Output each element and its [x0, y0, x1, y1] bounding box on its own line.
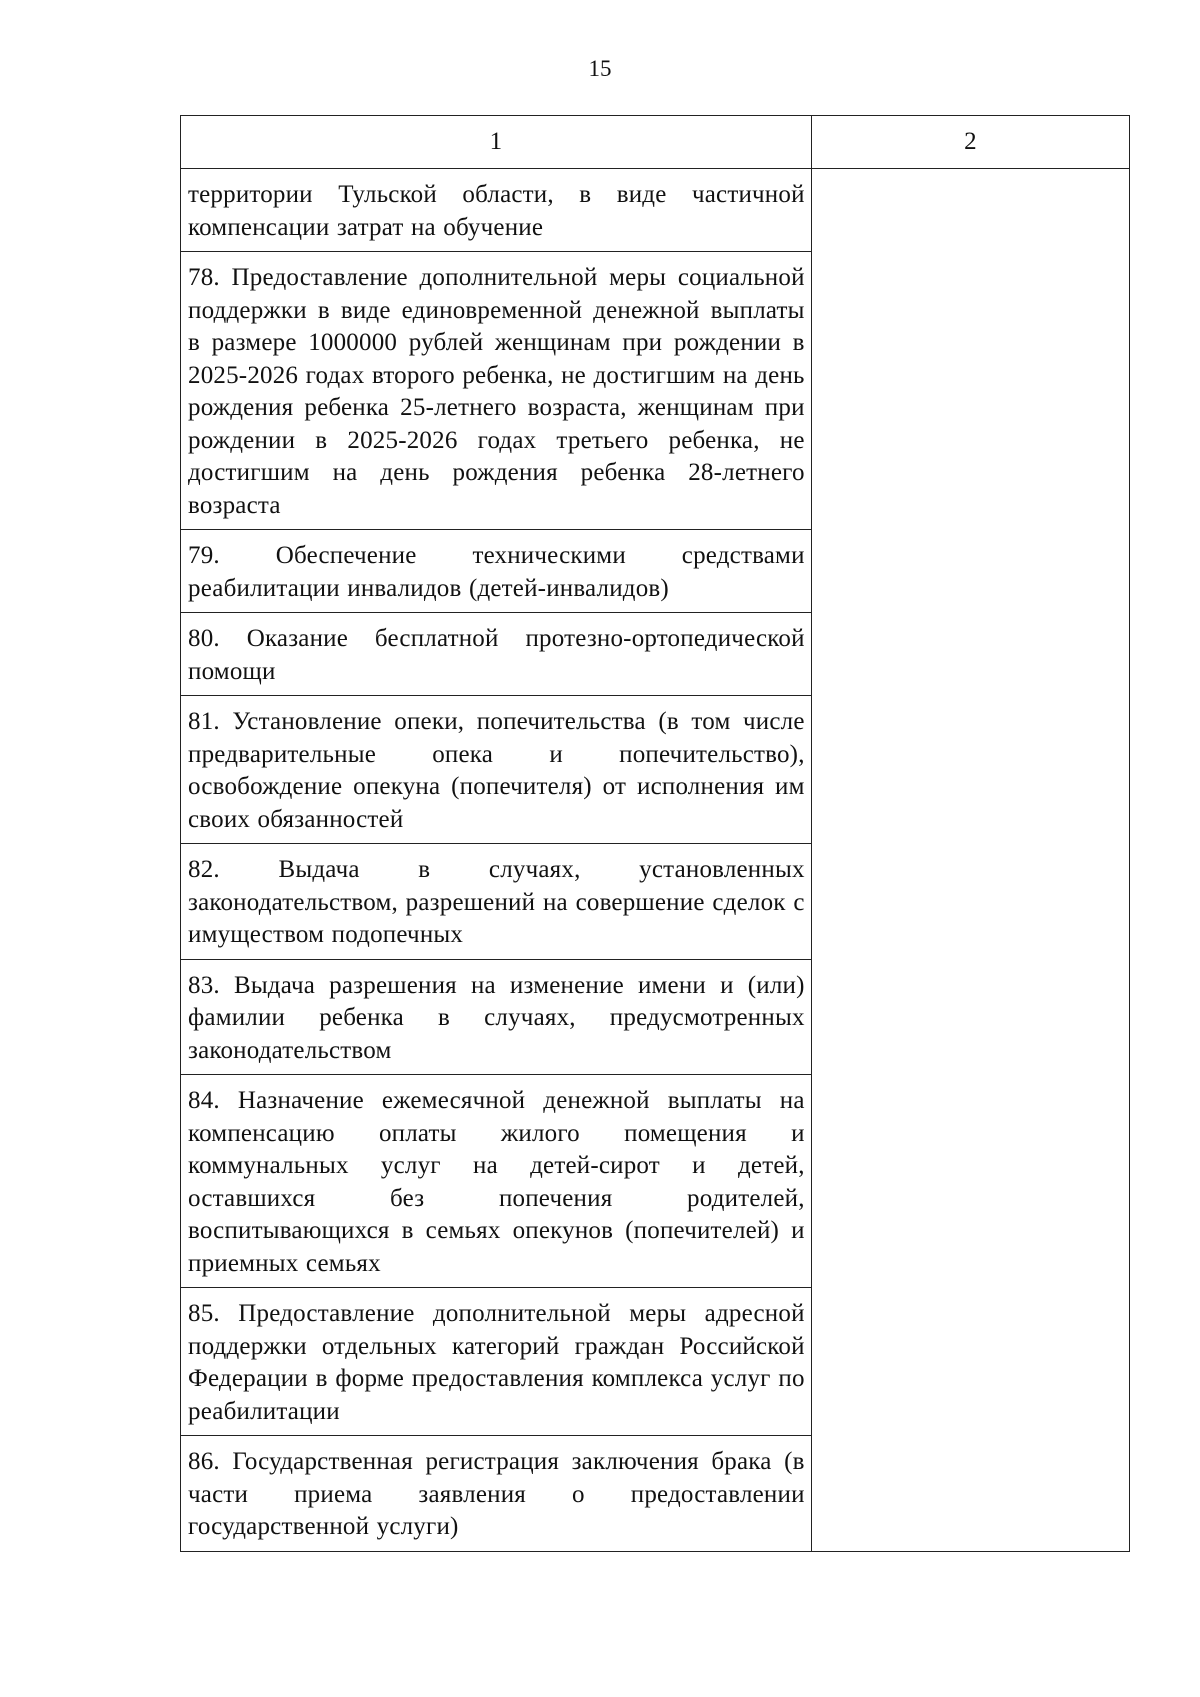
row-cell-82: 82. Выдача в случаях, установленных законодательством, разрешений на совершение сделок с имуществом подопечных: [181, 844, 812, 960]
table-header-row: [181, 116, 1130, 169]
page-number: 15: [588, 56, 612, 81]
column-header-2: 2: [811, 116, 1129, 169]
column-2-cell: [811, 169, 1129, 1552]
row-cell-80: 80. Оказание бесплатной протезно-ортопедической помощи: [181, 613, 812, 696]
table-row: [181, 169, 1130, 252]
row-cell-86: 86. Государственная регистрация заключения брака (в части приема заявления о предоставлении государственной услуги): [181, 1436, 812, 1552]
column-header-1: 1: [181, 116, 812, 169]
row-cell-78: 78. Предоставление дополнительной меры социальной поддержки в виде единовременной денежной выплаты в размере 1000000 рублей женщинам при рождении в 2025-2026 годах второго ребенка, не достигшим на день рождения ребенка 25-летнего возраста, женщинам при рождении в 2025-2026 годах третьего ребенка, не достигшим на день рождения ребенка 28-летнего возраста: [181, 252, 812, 530]
row-cell-continuation: территории Тульской области, в виде частичной компенсации затрат на обучение: [181, 169, 812, 252]
row-cell-85: 85. Предоставление дополнительной меры адресной поддержки отдельных категорий граждан Российской Федерации в форме предоставления комплекса услуг по реабилитации: [181, 1288, 812, 1436]
row-cell-83: 83. Выдача разрешения на изменение имени и (или) фамилии ребенка в случаях, предусмотренных законодательством: [181, 959, 812, 1075]
row-cell-79: 79. Обеспечение техническими средствами реабилитации инвалидов (детей-инвалидов): [181, 530, 812, 613]
row-cell-84: 84. Назначение ежемесячной денежной выплаты на компенсацию оплаты жилого помещения и коммунальных услуг на детей-сирот и детей, оставшихся без попечения родителей, воспитывающихся в семьях опекунов (попечителей) и приемных семьях: [181, 1075, 812, 1288]
services-table: [180, 115, 1130, 1552]
row-cell-81: 81. Установление опеки, попечительства (в том числе предварительные опека и попечительство), освобождение опекуна (попечителя) от исполнения им своих обязанностей: [181, 696, 812, 844]
